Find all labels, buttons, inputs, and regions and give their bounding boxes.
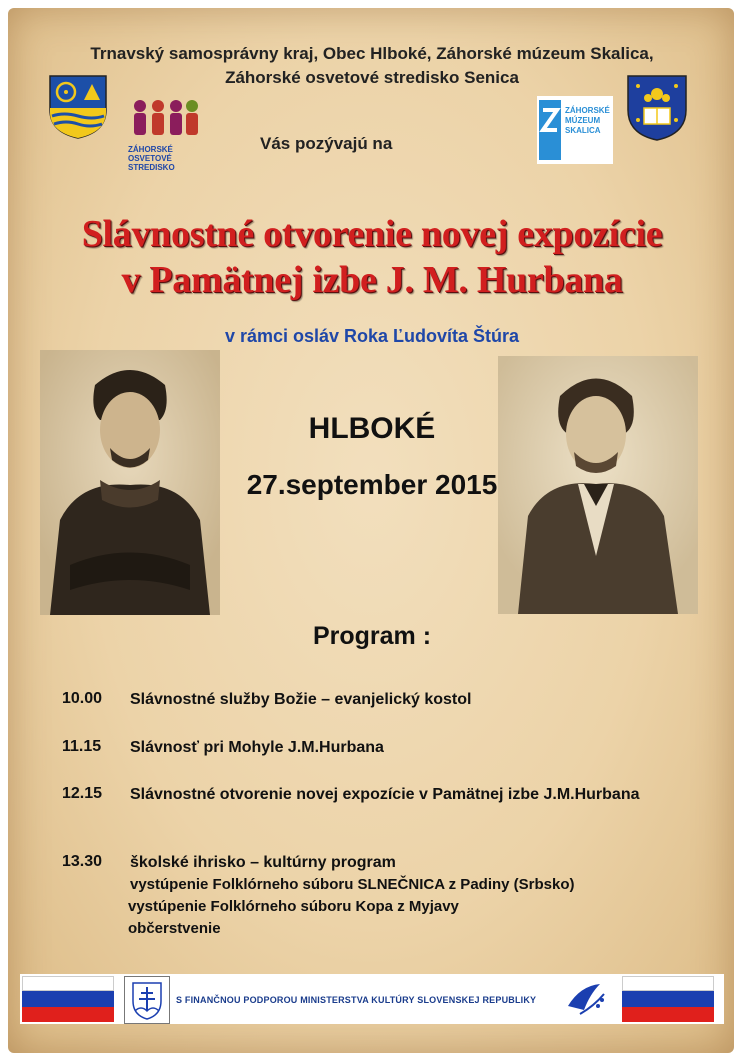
program-detail: vystúpenie Folklórneho súboru SLNEČNICA z Padiny (Srbsko) [130,876,575,893]
program-detail: občerstvenie [128,920,221,937]
muzeum-label-3: SKALICA [565,126,601,135]
title-line-1: Slávnostné otvorenie novej expozície [81,213,663,255]
zahorske-osvetove-stredisko-logo [128,98,204,172]
program-time: 12.15 [62,785,103,802]
zos-label-2: OSVETOVÉ [128,154,172,163]
hlboke-coat-of-arms-icon [626,74,688,142]
program-time: 10.00 [62,690,103,707]
zos-label-1: ZÁHORSKÉ [128,145,173,154]
organizers-line-2: Záhorské osvetové stredisko Senica [225,68,519,87]
subtitle: v rámci osláv Roka Ľudovíta Štúra [224,326,520,346]
muzeum-mark-icon [539,100,563,160]
ministry-logo-icon [560,976,610,1022]
zahorske-muzeum-logo [537,96,613,164]
title-line-2: v Pamätnej izbe J. M. Hurbana [121,259,623,301]
zos-figures-icon [128,98,204,138]
footer-sponsor-text: S FINANČNOU PODPOROU MINISTERSTVA KULTÚRY SLOVENSKEJ REPUBLIKY [176,995,537,1005]
program-heading: Program : [312,622,432,650]
program-item: Slávnosť pri Mohyle J.M.Hurbana [130,739,384,756]
program-item: Slávnostné služby Božie – evanjelický kostol [130,691,472,708]
program-item: Slávnostné otvorenie novej expozície v Pamätnej izbe J.M.Hurbana [130,786,640,803]
program-time: 11.15 [62,738,102,755]
program-detail: vystúpenie Folklórneho súboru Kopa z Myjavy [128,898,459,915]
muzeum-label-1: ZÁHORSKÉ [565,106,610,115]
trnava-region-coat-of-arms-icon [48,74,108,140]
zos-label-3: STREDISKO [128,163,175,172]
slovak-coat-of-arms-icon [124,976,170,1024]
event-place: HLBOKÉ [308,412,436,445]
muzeum-label-2: MÚZEUM [565,116,601,125]
organizers-line-1: Trnavský samosprávny kraj, Obec Hlboké, Záhorské múzeum Skalica, [90,44,654,63]
program-item: školské ihrisko – kultúrny program [130,854,396,871]
slovak-flag-right-icon [622,976,714,1022]
slovak-flag-left-icon [22,976,114,1022]
invite-text: Vás pozývajú na [260,134,393,153]
program-time: 13.30 [62,853,103,870]
event-date: 27.september 2015 [246,469,498,500]
